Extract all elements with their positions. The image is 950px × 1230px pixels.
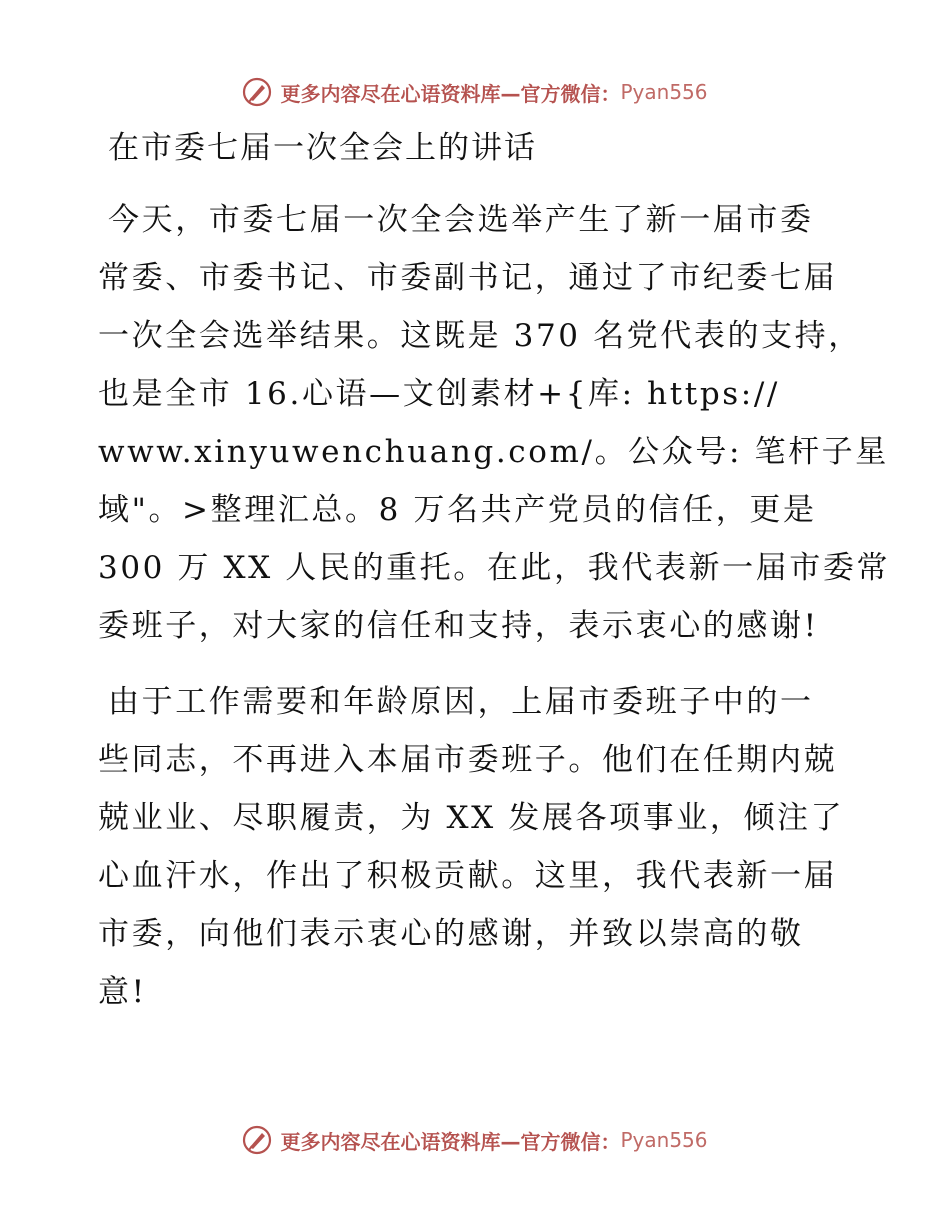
paragraph-2-line-6: 意! [98,974,147,1010]
quill-logo-icon [242,1125,272,1155]
paragraph-2-line-3: 兢业业、尽职履责，为 XX 发展各项事业，倾注了 [98,800,845,836]
header-banner-text: 更多内容尽在心语资料库—官方微信： [280,81,621,106]
paragraph-1-line-5: www.xinyuwenchuang.com/。公众号: 笔杆子星 [98,434,889,470]
paragraph-2-line-4: 心血汗水，作出了积极贡献。这里，我代表新一届 [98,858,838,894]
footer-banner-text: 更多内容尽在心语资料库—官方微信： [280,1129,621,1154]
paragraph-1-line-2: 常委、市委书记、市委副书记，通过了市纪委七届 [98,260,838,296]
quill-logo-icon [242,77,272,107]
paragraph-2-line-5: 市委，向他们表示衷心的感谢，并致以崇高的敬 [98,916,804,952]
paragraph-1-line-8: 委班子，对大家的信任和支持，表示衷心的感谢! [98,608,819,644]
document-title: 在市委七届一次全会上的讲话 [108,130,537,166]
footer-banner-contact: Pyan556 [620,1128,708,1152]
header-banner-contact: Pyan556 [620,80,708,104]
paragraph-1-line-6: 域"。>整理汇总。8 万名共产党员的信任，更是 [98,492,817,528]
paragraph-2-line-2: 些同志，不再进入本届市委班子。他们在任期内兢 [98,742,838,778]
paragraph-2-line-1: 由于工作需要和年龄原因，上届市委班子中的一 [108,684,814,720]
paragraph-1-line-3: 一次全会选举结果。这既是 370 名党代表的支持， [98,318,862,354]
paragraph-1-line-4: 也是全市 16.心语—文创素材+{库: https:// [98,376,780,412]
footer-watermark-banner [0,1118,950,1162]
paragraph-1-line-7: 300 万 XX 人民的重托。在此，我代表新一届市委常 [98,550,891,586]
paragraph-1-line-1: 今天，市委七届一次全会选举产生了新一届市委 [108,202,814,238]
header-watermark-banner [0,70,950,114]
